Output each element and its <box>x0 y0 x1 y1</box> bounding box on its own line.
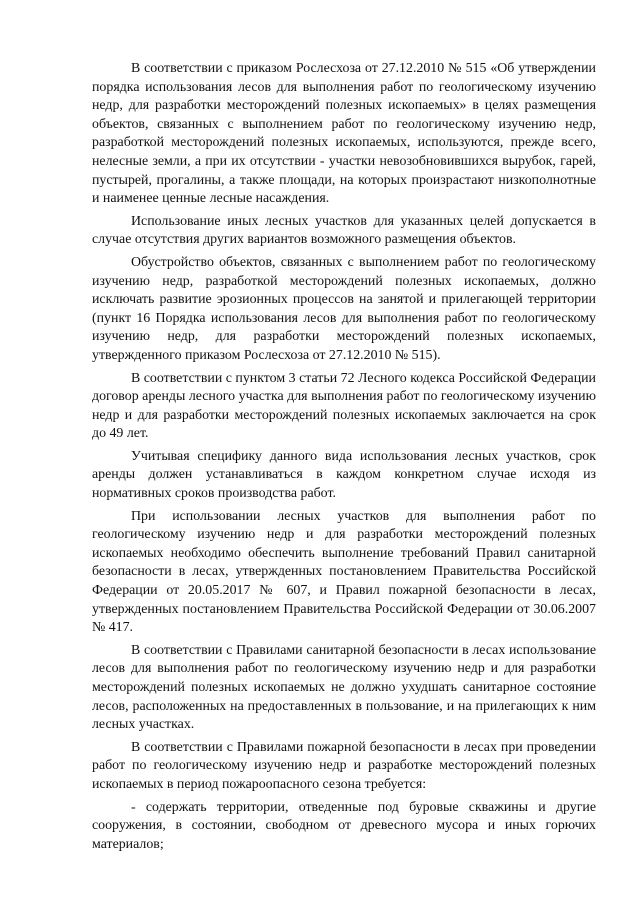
paragraph-6: При использовании лесных участков для выполнения работ по геологическому изучению недр и для разработки месторождений полезных ископаемых необходимо обеспечить выполнение требований Правил санитарной безопасности в лесах, утвержденных постановлением Правительства Российской Федерации от 20.05.2017 № 607, и Правил пожарной безопасности в лесах, утвержденных постановлением Правительства Российской Федерации от 30.06.2007 № 417. <box>92 508 596 636</box>
paragraph-3: Обустройство объектов, связанных с выполнением работ по геологическому изучению недр, разработкой месторождений полезных ископаемых, должно исключать развитие эрозионных процессов на занятой и прилегающей территории (пункт 16 Порядка использования лесов для выполнения работ по геологическому изучению недр, для разработки месторождений полезных ископаемых, утвержденного приказом Рослесхоза от 27.12.2010 № 515). <box>92 254 596 363</box>
paragraph-2: Использование иных лесных участков для указанных целей допускается в случае отсутствия других вариантов возможного размещения объектов. <box>92 213 596 248</box>
paragraph-4: В соответствии с пунктом 3 статьи 72 Лесного кодекса Российской Федерации договор аренды лесного участка для выполнения работ по геологическому изучению недр и для разработки месторождений полезных ископаемых заключается на срок до 49 лет. <box>92 370 596 442</box>
paragraph-1: В соответствии с приказом Рослесхоза от 27.12.2010 № 515 «Об утверждении порядка использования лесов для выполнения работ по геологическому изучению недр, для разработки месторождений полезных ископаемых» в целях размещения объектов, связанных с выполнением работ по геологическому изучению недр, разработкой месторождений полезных ископаемых, используются, прежде всего, нелесные земли, а при их отсутствии - участки невозобновившихся вырубок, гарей, пустырей, прогалины, а также площади, на которых произрастают низкополнотные и наименее ценные лесные насаждения. <box>92 61 596 207</box>
paragraph-7: В соответствии с Правилами санитарной безопасности в лесах использование лесов для выполнения работ по геологическому изучению недр и для разработки месторождений полезных ископаемых не должно ухудшать санитарное состояние лесов, расположенных на предоставленных в пользование, и на прилегающих к ним лесных участках. <box>92 642 596 733</box>
paragraph-9: - содержать территории, отведенные под буровые скважины и другие сооружения, в состоянии, свободном от древесного мусора и иных горючих материалов; <box>92 799 596 852</box>
paragraph-8: В соответствии с Правилами пожарной безопасности в лесах при проведении работ по геологическому изучению недр и разработке месторождений полезных ископаемых в период пожароопасного сезона требуется: <box>92 739 596 792</box>
paragraph-5: Учитывая специфику данного вида использования лесных участков, срок аренды должен устанавливаться в каждом конкретном случае исходя из нормативных сроков производства работ. <box>92 448 596 502</box>
document-page <box>92 60 596 858</box>
